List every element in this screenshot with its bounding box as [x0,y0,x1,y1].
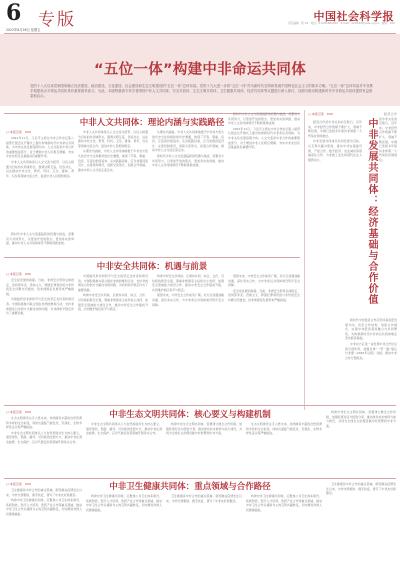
health-paragraph: 卫生健康是中非合作的重点领域。新冠肺炎疫情发生以来，中非守望相助、携手抗疫，谱写了中非友好新篇章。 [166,494,242,503]
humanities-paragraph: 中非人文共同体是以人文交流为纽带、以民心相通为目标的共同体形态，强调文明互鉴、包容共生，旨在推动中非文化、教育、科技、卫生、媒体、青年、妇女等领域交流合作，促进中非人民相知相亲。 [6,159,74,178]
health-rule [4,478,396,479]
humanities-paragraph: 从理论内涵看，中非人文共同体植根于中非双方悠久的历史交往和相似的历史遭遇，体现了平等、尊重、包容、互鉴的价值追求。从实践路径看，应当加强顶层设计，完善机制建设，创新交流形式，拓展合作领域，推动中非人文交流走深走实。 [78,149,148,172]
newspaper-logo: 中国社会科学报 [313,10,394,23]
humanities-paragraph: 2021年11月，习近平主席在中非合作论坛第八届部长级会议开幕式上提出构建新时代中非命运共同体，为中非关系发展指明方向。人文交流是中非合作的重要组成部分，对于增进中非人民相互理解、夯实中非友好民意基础具有重要作用。 [228,126,300,150]
humanities-col-2 [78,130,148,254]
security-paragraph: 展望未来，中非安全合作前景广阔，双方应加强战略沟通，深化务实合作，为中非命运共同体建设筑牢安全屏障。 [152,293,224,307]
humanities-paragraph: 新时代中非人文交流面临新的机遇与挑战，需要双方共同努力，以更加开放的姿态、更加务实的举措，推动中非人文共同体建设不断取得新成效。 [152,153,224,168]
humanities-col-4 [228,112,300,254]
ecology-paragraph: 生态文明建设关乎人类未来。非洲拥有丰富的自然资源和多样的生态系统，同时也面临气候变化、荒漠化、生物多样性丧失等严峻挑战。 [246,422,322,436]
banner-intro: 党的十八大以来党和国家确立经济建设、政治建设、文化建设、社会建设和生态文明建设的“五位一体”总体布局。党的十九大进一步将“五位一体”作为新时代坚持和发展中国特色社会主义的基本方略。“五位一体”总体布局对中非携手构建高水平命运共同体具有重要指导意义。为此，本版特邀请专家学者围绕中非人文共同体、安全共同体、生态文明共同体、卫生健康共同体、经济共同体等议题进行深入探讨，以期为推动构建新时代中非命运共同体提供有益借鉴和启示。 [30,84,373,99]
ecology-col-1 [6,416,82,476]
editor-info: 责任编辑：陈 XX 电话：010-85885XXX E-mail：XXXXXX@cass.org.cn 排版：XXX [288,22,395,25]
economy-body-right [345,318,397,408]
humanities-paragraph: 中非人文共同体是以人文交流为纽带、以民心相通为目标的共同体形态，强调文明互鉴、包容共生，旨在推动中非文化、教育、科技、卫生、媒体、青年、妇女等领域交流合作，促进中非人民相知相亲。 [78,130,148,148]
ecology-byline: □ 本报记者 XXX [6,410,31,414]
security-paragraph: 展望未来，中非安全合作前景广阔，双方应加强战略沟通，深化务实合作，为中非命运共同体建设筑牢安全屏障。 [228,274,300,288]
ecology-col-3 [166,422,242,476]
economy-paragraph: 经济合作是中非关系的压舱石。近年来，中非经贸合作规模不断扩大，领域不断拓展，中国已连续多年保持非洲第一大贸易伙伴国地位。 [308,120,362,138]
health-paragraph: 构建中非卫生健康共同体，应聚焦公共卫生体系建设、疾病防控、医疗人才培养、医药产业合作等重点领域，推动中非卫生合作从援助为主向互利共赢转变，切实增进非洲人民健康福祉。 [86,494,162,512]
humanities-col-3 [152,130,224,254]
health-col-1 [6,488,82,566]
health-title: 中非卫生健康共同体：重点领域与合作路径 [109,482,271,492]
security-paragraph: 安全是发展的前提。当前，非洲安全形势总体稳定，但局部冲突、恐怖主义、跨国犯罪等传统与非传统安全问题交织叠加，给非洲国家发展带来严峻挑战。 [6,278,74,296]
humanities-paragraph: 2021年11月，习近平主席在中非合作论坛第八届部长级会议开幕式上提出构建新时代中非命运共同体，为中非关系发展指明方向。人文交流是中非合作的重要组成部分，对于增进中非人民相互理解、夯实中非友好民意基础具有重要作用。 [6,136,74,159]
economy-title: 中非发展共同体：经济基础与合作价值 [366,118,377,305]
economy-paragraph: 中非双方应进一步发挥中非合作论坛的引领作用，加强共建“一带一路”倡议与非盟《2063年议程》对接，推动中非合作行稳致远。 [345,341,397,360]
date-line: 2022年8月26日 星期五 [6,28,41,32]
humanities-byline: □ 本报记者 XXX [6,130,31,134]
health-paragraph: 构建中非卫生健康共同体，应聚焦公共卫生体系建设、疾病防控、医疗人才培养、医药产业合作等重点领域，推动中非卫生合作从援助为主向互利共赢转变，切实增进非洲人民健康福祉。 [246,494,322,512]
ecology-paragraph: 生态文明建设关乎人类未来。非洲拥有丰富的自然资源和多样的生态系统，同时也面临气候变化、荒漠化、生物多样性丧失等严峻挑战。 [6,416,82,430]
ecology-col-5 [326,410,396,476]
page-number: 6 [6,0,22,26]
health-col-3 [166,494,242,566]
ecology-paragraph: 中非生态文明共同体以人与自然和谐共生为核心要义，倡导绿色、低碳、循环、可持续的发展方式，推动中非在清洁能源、生态保护、应对气候变化等领域开展务实合作。 [6,430,82,444]
health-col-5 [326,482,396,566]
security-paragraph: 安全是发展的前提。当前，非洲安全形势总体稳定，但局部冲突、恐怖主义、跨国犯罪等传统与非传统安全问题交织叠加，给非洲国家发展带来严峻挑战。 [228,288,300,302]
economy-paragraph: 新时代中非经济合作应坚持高质量发展方向，优化合作结构，创新合作模式，实现中非经济深度融合与共同繁荣，为构建新时代中非命运共同体奠定坚实经济基础。 [345,318,397,341]
ecology-col-2 [86,422,162,476]
health-col-4 [246,494,322,566]
section-title: 专版 [38,10,76,30]
security-col-4 [228,274,300,400]
humanities-paragraph: 新时代中非人文交流面临新的机遇与挑战，需要双方共同努力，以更加开放的姿态、更加务实的举措，推动中非人文共同体建设不断取得新成效。 [6,232,74,246]
security-col-3 [152,274,224,400]
column-divider [304,110,305,410]
humanities-paragraph: 从理论内涵看，中非人文共同体植根于中非双方悠久的历史交往和相似的历史遭遇，体现了平等、尊重、包容、互鉴的价值追求。从实践路径看，应当加强顶层设计，完善机制建设，创新交流形式，拓展合作领域，推动中非人文交流走深走实。 [152,130,224,153]
health-paragraph: 卫生健康是中非合作的重点领域。新冠肺炎疫情发生以来，中非守望相助、携手抗疫，谱写了中非友好新篇章。 [6,488,82,497]
humanities-paragraph: 新时代中非人文交流面临新的机遇与挑战，需要双方共同努力，以更加开放的姿态、更加务实的举措，推动中非人文共同体建设不断取得新成效。 [228,112,300,126]
health-paragraph: 构建中非卫生健康共同体，应聚焦公共卫生体系建设、疾病防控、医疗人才培养、医药产业合作等重点领域，推动中非卫生合作从援助为主向互利共赢转变，切实增进非洲人民健康福祉。 [6,498,82,516]
ecology-paragraph: 中非生态文明共同体以人与自然和谐共生为核心要义，倡导绿色、低碳、循环、可持续的发展方式，推动中非在清洁能源、生态保护、应对气候变化等领域开展务实合作。 [86,422,162,436]
security-paragraph: 中国始终是非洲和平与安全的坚定支持者和建设者。中国积极参与联合国在非洲的维和行动，支持非洲国家以非洲方式解决非洲问题，为非洲和平稳定作出了重要贡献。 [6,297,74,316]
ecology-col-4 [246,422,322,476]
ecology-rule [4,405,396,406]
security-byline: □ 本报记者 XXX [6,272,31,276]
security-paragraph: 中国始终是非洲和平与安全的坚定支持者和建设者。中国积极参与联合国在非洲的维和行动，支持非洲国家以非洲方式解决非洲问题，为非洲和平稳定作出了重要贡献。 [78,274,148,292]
health-byline: □ 本报记者 XXX [6,482,31,486]
security-title: 中非安全共同体：机遇与前景 [96,262,208,272]
humanities-col-1b [6,232,74,254]
humanities-title: 中非人文共同体：理论内涵与实践路径 [79,118,225,128]
banner-title: “五位一体”构建中非命运共同体 [93,62,307,78]
health-paragraph: 卫生健康是中非合作的重点领域。新冠肺炎疫情发生以来，中非守望相助、携手抗疫，谱写了中非友好新篇章。 [326,482,396,496]
ecology-paragraph: 构建中非生态文明共同体，需要建立健全合作机制，加强政策对话与经验分享，推动绿色技术转移与能力建设，共同为全球生态治理贡献中非智慧和中非方案。 [326,410,396,428]
security-paragraph: 构建中非安全共同体，应秉持共同、综合、合作、可持续的新安全观，尊重非洲国家主权和自主选择，加强安全领域能力建设合作，推动中非安全合作提质升级，共同维护地区和平与稳定。 [152,274,224,292]
economy-body-edge [379,112,397,312]
security-paragraph: 构建中非安全共同体，应秉持共同、综合、合作、可持续的新安全观，尊重非洲国家主权和自主选择，加强安全领域能力建设合作，推动中非安全合作提质升级，共同维护地区和平与稳定。 [78,293,148,312]
security-rule [4,257,300,258]
health-col-2 [86,494,162,566]
economy-byline: □ 本报记者 XXX [308,112,333,116]
ecology-title: 中非生态文明共同体：核心要义与构建机制 [109,410,271,420]
humanities-col-1 [6,136,74,228]
economy-paragraph: 经济合作是中非关系的压舱石。近年来，中非经贸合作规模不断扩大，领域不断拓展，中国已连续多年保持非洲第一大贸易伙伴国地位。 [379,112,397,162]
economy-paragraph: 中非发展共同体以共同发展为目标，以互利共赢为原则，推动中非在基础设施、产能合作、数字经济、农业减贫等领域深化合作，为非洲工业化和现代化注入强劲动力。 [308,139,362,162]
security-col-2 [78,274,148,400]
security-col-1 [6,278,74,400]
ecology-paragraph: 构建中非生态文明共同体，需要建立健全合作机制，加强政策对话与经验分享，推动绿色技术转移与能力建设，共同为全球生态治理贡献中非智慧和中非方案。 [166,422,242,436]
